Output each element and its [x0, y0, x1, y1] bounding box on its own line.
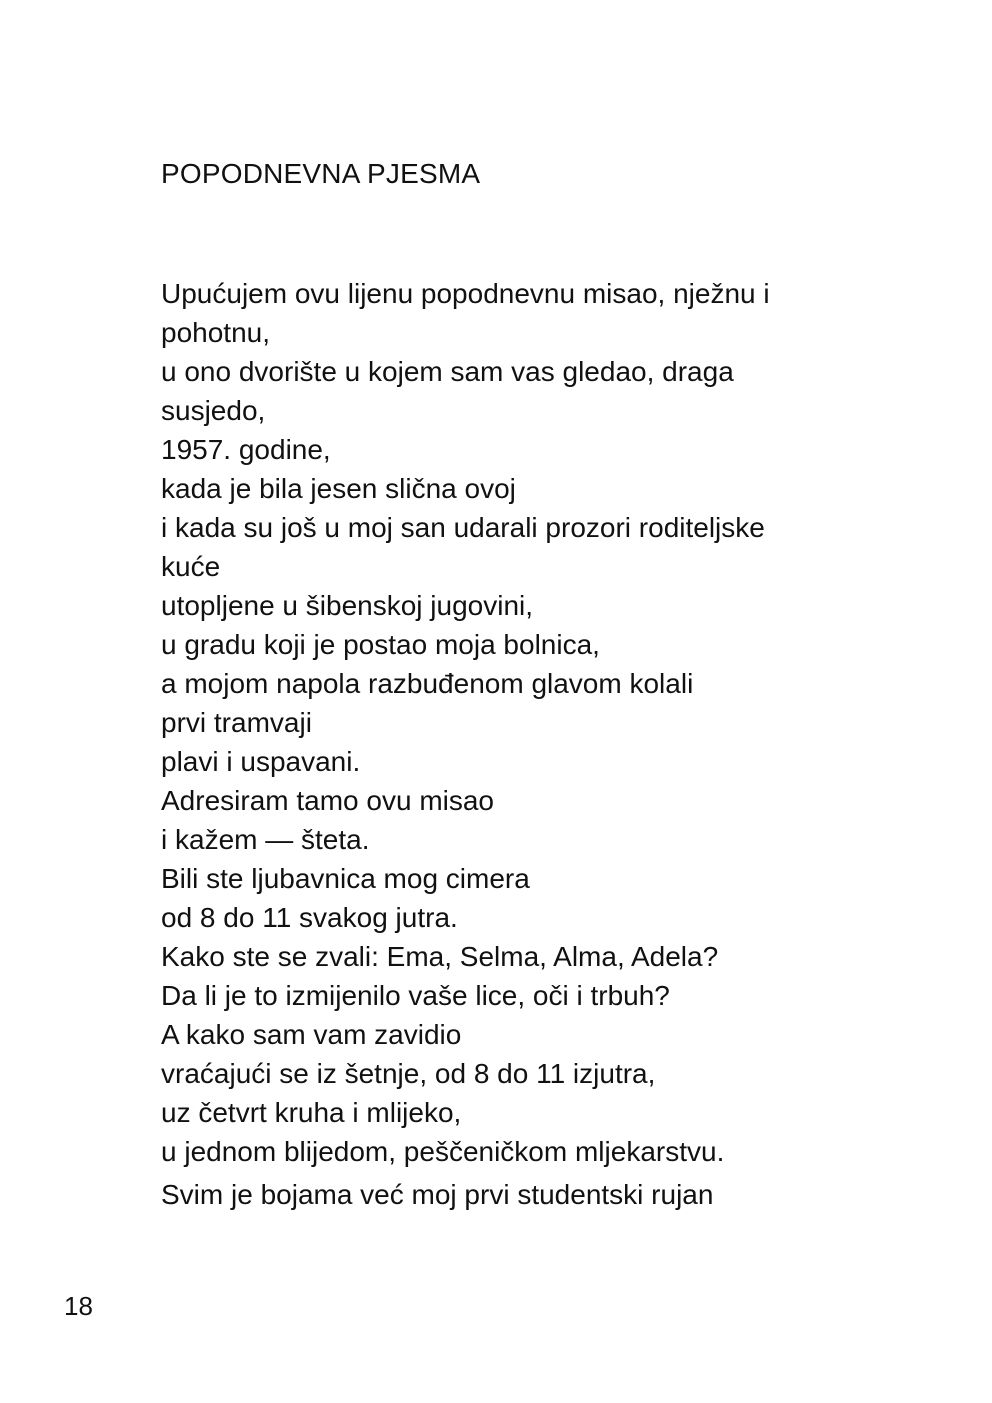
poem-line: i kada su još u moj san udarali prozori roditeljske	[161, 512, 765, 543]
poem-line: u jednom blijedom, peščeničkom mljekarstvu.	[161, 1136, 725, 1167]
poem-line: a mojom napola razbuđenom glavom kolali	[161, 668, 694, 699]
poem-line: u gradu koji je postao moja bolnica,	[161, 629, 600, 660]
poem-line: Upućujem ovu lijenu popodnevnu misao, nježnu i	[161, 278, 770, 309]
poem-line: Svim je bojama već moj prvi studentski rujan	[161, 1179, 714, 1210]
page-title: POPODNEVNA PJESMA	[161, 158, 481, 189]
poem-line: utopljene u šibenskoj jugovini,	[161, 590, 534, 621]
poem-line: Da li je to izmijenilo vaše lice, oči i trbuh?	[161, 980, 670, 1011]
poem-body	[161, 274, 861, 1214]
poem-line: Bili ste ljubavnica mog cimera	[161, 863, 530, 894]
poem-line: i kažem — šteta.	[161, 824, 370, 855]
poem-line: 1957. godine,	[161, 434, 331, 465]
poem-line: u ono dvorište u kojem sam vas gledao, draga	[161, 356, 734, 387]
poem-line: Kako ste se zvali: Ema, Selma, Alma, Adela?	[161, 941, 719, 972]
poem-line: pohotnu,	[161, 317, 270, 348]
poem-line: Adresiram tamo ovu misao	[161, 785, 495, 816]
poem-line: kada je bila jesen slična ovoj	[161, 473, 516, 504]
poem-line: uz četvrt kruha i mlijeko,	[161, 1097, 462, 1128]
poem-line: prvi tramvaji	[161, 707, 312, 738]
page-number: 18	[64, 1291, 93, 1321]
poem-line: plavi i uspavani.	[161, 746, 361, 777]
poem-line: vraćajući se iz šetnje, od 8 do 11 izjutra,	[161, 1058, 656, 1089]
poem-line: susjedo,	[161, 395, 266, 426]
poem-line: od 8 do 11 svakog jutra.	[161, 902, 458, 933]
poem-line: kuće	[161, 551, 221, 582]
poem-line: A kako sam vam zavidio	[161, 1019, 462, 1050]
